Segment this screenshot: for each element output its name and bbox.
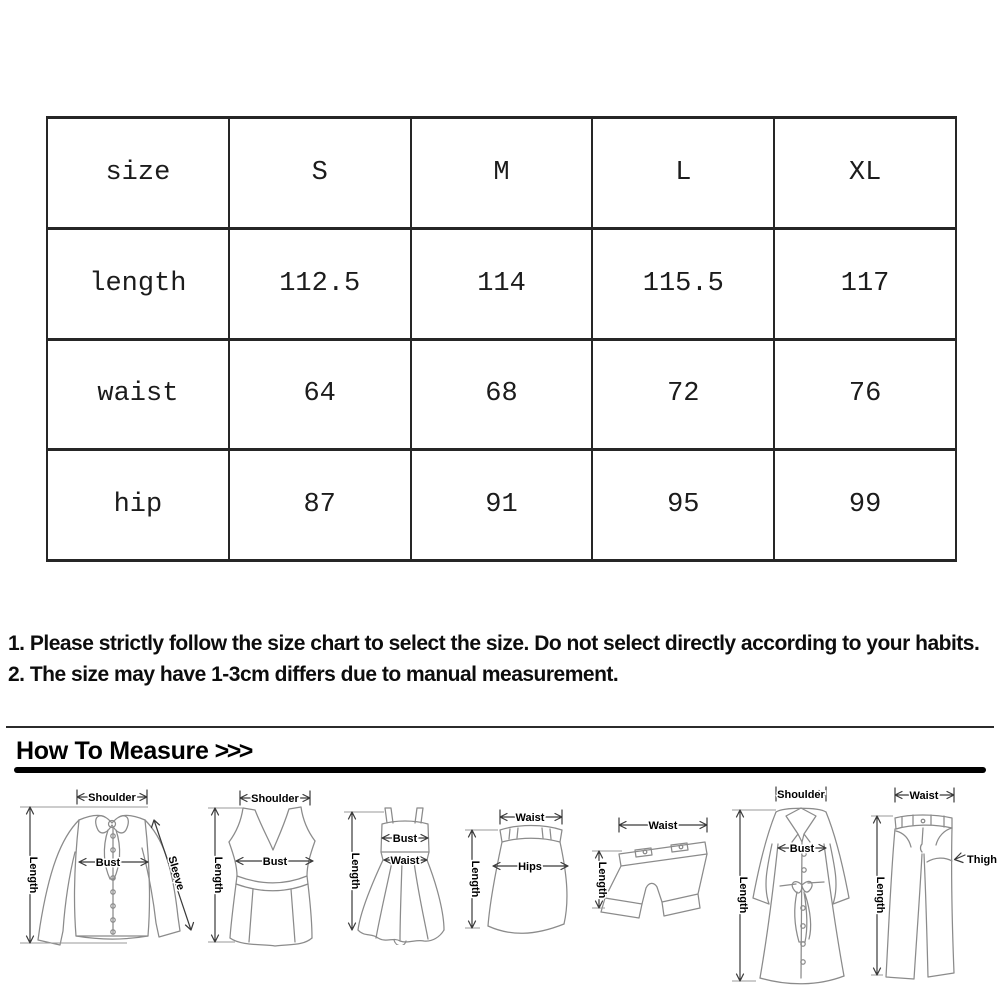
- coat-art: [753, 808, 849, 984]
- blouse-shoulder-label: Shoulder: [88, 792, 136, 804]
- how-to-measure-text: How To Measure: [16, 737, 209, 765]
- pants-length-label: Length: [874, 876, 886, 914]
- blouse-diagram: [15, 786, 205, 966]
- shorts-diagram: [583, 812, 723, 932]
- coat-length-label: Length: [737, 876, 749, 914]
- blouse-length-label: Length: [27, 856, 39, 894]
- cell-value: 115.5: [592, 228, 774, 339]
- cell-value: 117: [774, 228, 956, 339]
- dress-length-label: Length: [349, 852, 361, 890]
- coat-bust-label: Bust: [789, 843, 815, 855]
- cell-value: 91: [411, 450, 593, 561]
- shorts-length-label: Length: [596, 861, 608, 899]
- header-cell-m: M: [411, 118, 593, 229]
- cell-value: 76: [774, 339, 956, 450]
- pants-diagram: [865, 782, 1000, 987]
- chevrons-icon: >>>: [214, 737, 251, 765]
- cell-value: 68: [411, 339, 593, 450]
- cell-value: 114: [411, 228, 593, 339]
- skirt-diagram: [458, 800, 583, 940]
- tank-bust-label: Bust: [262, 856, 288, 868]
- dress-art: [358, 808, 444, 945]
- cell-value: 99: [774, 450, 956, 561]
- skirt-waist-label: Waist: [515, 812, 545, 824]
- tank-shoulder-label: Shoulder: [251, 793, 299, 805]
- table-row-hip: [47, 450, 956, 561]
- cell-value: 95: [592, 450, 774, 561]
- section-divider-line: [6, 726, 994, 728]
- skirt-hips-label: Hips: [518, 861, 542, 873]
- blouse-sleeve-label: Sleeve: [165, 854, 187, 892]
- dress-bust-label: Bust: [392, 833, 418, 845]
- tank-length-label: Length: [212, 856, 224, 894]
- cell-value: 72: [592, 339, 774, 450]
- pants-thigh-label: Thigh: [967, 854, 997, 866]
- header-cell-l: L: [592, 118, 774, 229]
- pants-art: [886, 815, 954, 979]
- row-label: waist: [47, 339, 229, 450]
- row-label: length: [47, 228, 229, 339]
- header-cell-xl: XL: [774, 118, 956, 229]
- skirt-art: [488, 826, 567, 934]
- shorts-arrows: [592, 818, 707, 908]
- dress-waist-label: Waist: [390, 855, 420, 867]
- tank-top-arrows: [208, 791, 313, 942]
- header-cell-size: size: [47, 118, 229, 229]
- dress-diagram: [338, 790, 458, 945]
- cell-value: 112.5: [229, 228, 411, 339]
- blouse-arrows: [20, 790, 194, 943]
- cell-value: 87: [229, 450, 411, 561]
- table-header-row: [47, 118, 956, 229]
- note-line-1: 1. Please strictly follow the size chart to select the size. Do not select directly according to your habits.: [8, 632, 980, 655]
- table-row-waist: [47, 339, 956, 450]
- pants-arrows: [871, 788, 997, 975]
- size-chart-table: [46, 116, 957, 562]
- header-cell-s: S: [229, 118, 411, 229]
- cell-value: 64: [229, 339, 411, 450]
- title-underline: [14, 767, 986, 773]
- tank-top-art: [229, 807, 315, 946]
- table-row-length: [47, 228, 956, 339]
- shorts-art: [601, 842, 707, 918]
- note-line-2: 2. The size may have 1-3cm differs due to manual measurement.: [8, 663, 619, 686]
- tank-top-diagram: [203, 788, 338, 963]
- blouse-bust-label: Bust: [95, 857, 121, 869]
- row-label: hip: [47, 450, 229, 561]
- how-to-measure-title: [16, 737, 251, 766]
- shorts-waist-label: Waist: [648, 820, 678, 832]
- skirt-length-label: Length: [469, 860, 481, 898]
- size-notes: [8, 628, 996, 690]
- coat-diagram: [726, 782, 876, 987]
- coat-shoulder-label: Shoulder: [777, 789, 825, 801]
- pants-waist-label: Waist: [909, 790, 939, 802]
- measure-diagrams: [0, 780, 1000, 1000]
